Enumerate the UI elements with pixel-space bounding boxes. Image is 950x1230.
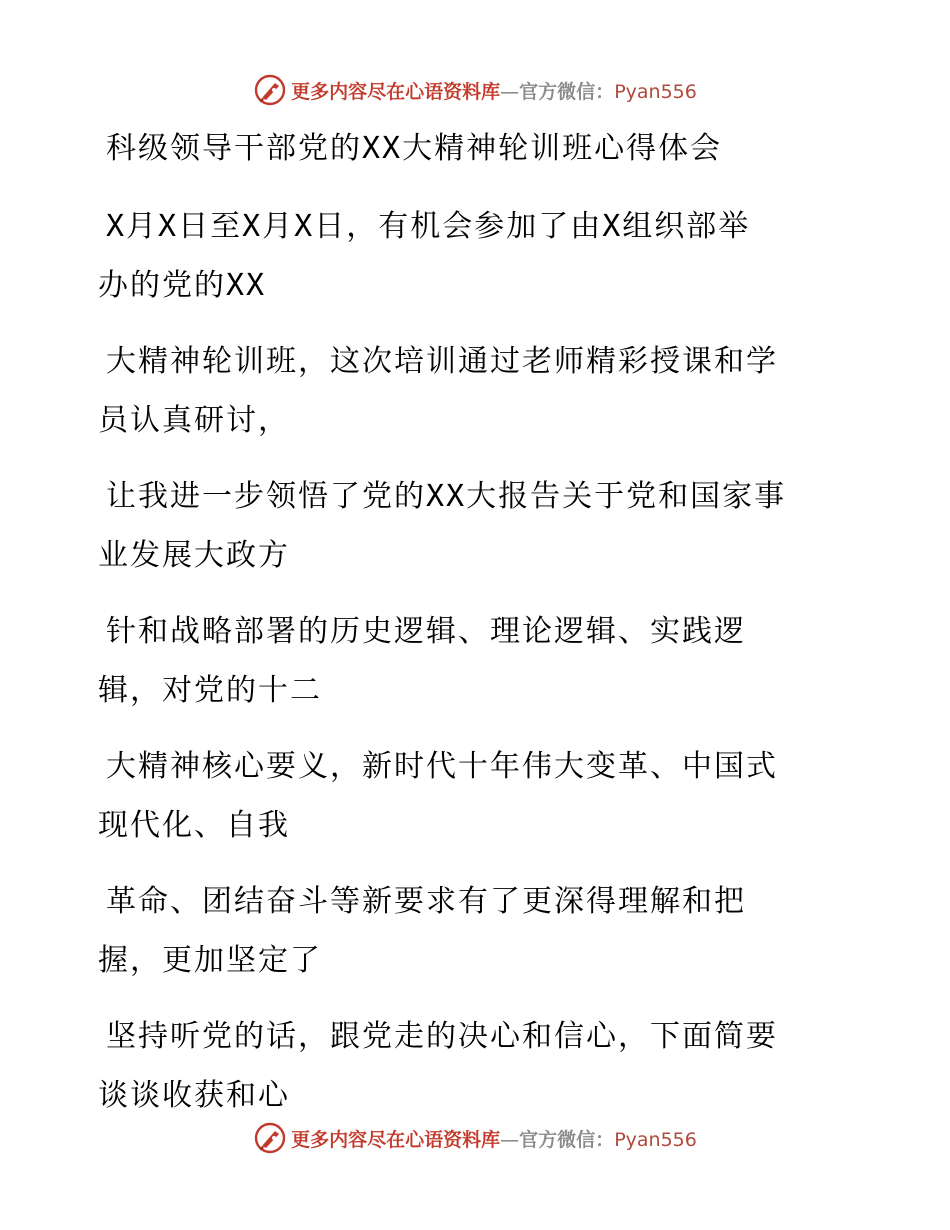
watermark-id: Pyan556 [614,1128,697,1151]
watermark-text [291,1125,697,1152]
paragraph-line: 办的党的XX [98,268,267,303]
paragraph [98,467,858,585]
paragraph-line: 让我进一步领悟了党的XX大报告关于党和国家事 [106,479,787,514]
paragraph [98,872,858,990]
watermark-sub: 官方微信： [519,80,615,103]
paragraph-line: X月X日至X月X日，有机会参加了由X组织部举 [106,209,751,244]
paragraph-line: 革命、团结奋斗等新要求有了更深得理解和把 [106,884,746,919]
document-body [98,118,858,1125]
paragraph-line: 辑，对党的十二 [98,673,322,708]
watermark-id: Pyan556 [614,80,697,103]
watermark-dash: — [500,1128,520,1151]
paragraph-line: 业发展大政方 [98,538,290,573]
paragraph [98,602,858,720]
footer-watermark [0,1118,950,1158]
watermark-main: 更多内容尽在心语资料库 [291,1128,501,1151]
paragraph-line: 谈谈收获和心 [98,1078,290,1113]
paragraph-line: 针和战略部署的历史逻辑、理论逻辑、实践逻 [106,614,746,649]
document-title: 科级领导干部党的XX大精神轮训班心得体会 [106,131,723,166]
paragraph [98,1007,858,1125]
paragraph [98,737,858,855]
watermark-dash: — [500,80,520,103]
paragraph-line: 坚持听党的话，跟党走的决心和信心，下面简要 [106,1019,778,1054]
watermark-sub: 官方微信： [519,1128,615,1151]
pen-logo-icon [253,1121,287,1155]
paragraph-line: 员认真研讨， [98,403,290,438]
pen-logo-icon [253,73,287,107]
watermark-main: 更多内容尽在心语资料库 [291,80,501,103]
paragraph-line: 大精神核心要义，新时代十年伟大变革、中国式 [106,749,778,784]
paragraph [98,332,858,450]
paragraph-line: 握，更加坚定了 [98,943,322,978]
paragraph-line: 大精神轮训班，这次培训通过老师精彩授课和学 [106,344,778,379]
header-watermark [0,70,950,110]
paragraph [98,197,858,315]
paragraph-line: 现代化、自我 [98,808,290,843]
watermark-text [291,77,697,104]
